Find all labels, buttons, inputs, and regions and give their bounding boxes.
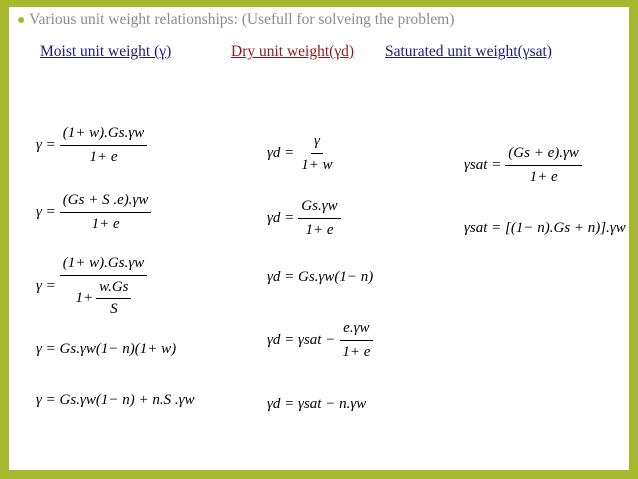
dry-formula-3: γd = Gs.γw(1− n) [267, 269, 374, 285]
saturated-formula-1: γsat = $\frac{(Gs + e).\gamma w}{1+ e}$ [464, 145, 582, 186]
moist-formula-3: γ = (1+ w).Gs.γw 1+ $\frac{w.Gs}{S}$ [36, 255, 147, 318]
bullet-icon: ● [17, 13, 26, 28]
slide-heading [17, 11, 454, 29]
moist-formula-4: γ = Gs.γw(1− n)(1+ w) [36, 341, 177, 357]
moist-heading: Moist unit weight (γ) [40, 43, 172, 60]
dry-formula-2: γd = $\frac{Gs.\gamma w}{1+ e}$ [267, 198, 341, 239]
moist-formula-2: γ = $\frac{(Gs + S .e).\gamma w}{1+ e}$ [36, 192, 151, 233]
saturated-heading: Saturated unit weight(γsat) [385, 43, 552, 60]
dry-formula-5: γd = γsat − n.γw [267, 396, 367, 412]
dry-heading: Dry unit weight(γd) [231, 43, 355, 60]
dry-formula-4: γd = γsat − $\frac{e.\gamma w}{1+ e}$ [267, 320, 373, 361]
saturated-formula-2: γsat = [(1− n).Gs + n)].γw [464, 220, 626, 236]
slide [9, 7, 629, 470]
dry-formula-1: γd = $\frac{\gamma}{1+ w}$ [267, 133, 333, 173]
moist-formula-1: γ = $\frac{(1+ w).Gs.\gamma w}{1+ e}$ [36, 125, 147, 166]
moist-formula-5: γ = Gs.γw(1− n) + n.S .γw [36, 392, 195, 408]
heading-text: Various unit weight relationships: (Usefull for solveing the problem) [29, 11, 455, 28]
